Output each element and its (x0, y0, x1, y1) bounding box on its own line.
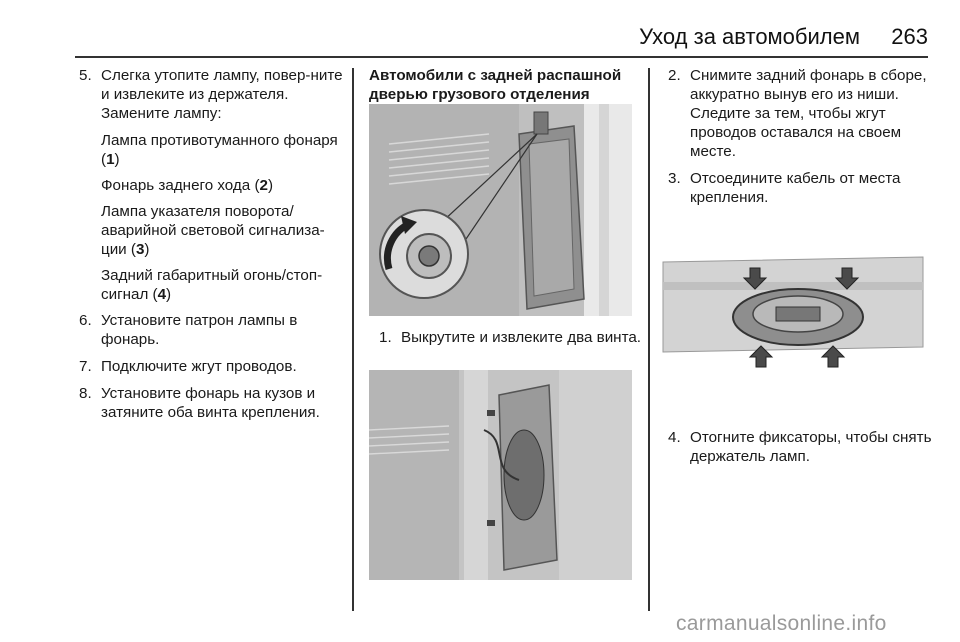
left-column (79, 66, 345, 430)
step-text: Снимите задний фонарь в сборе, аккуратно вынув его из ниши. Следите за тем, чтобы жгут проводов оставался на своем месте. (690, 67, 927, 160)
page-number: 263 (891, 24, 928, 49)
lamp-item-2: Фонарь заднего хода (2) (101, 177, 274, 194)
step-text: Отогните фиксаторы, чтобы снять держатель ламп. (690, 429, 932, 465)
section-heading: Автомобили с задней распашной дверью грузового отделения (369, 67, 622, 103)
step-8 (79, 384, 345, 422)
rear-lamp-screw-illustration (369, 104, 632, 316)
header-divider (75, 56, 928, 58)
lamp-item-1: Лампа противотуманного фонаря (1) (101, 132, 338, 168)
step-3 (668, 169, 930, 207)
step-text: Отсоедините кабель от места крепления. (690, 170, 901, 206)
lamp-holder-clips-illustration (658, 252, 928, 377)
step-6 (79, 311, 345, 349)
lamp-item-4: Задний габаритный огонь/стоп-сигнал (4) (101, 267, 323, 303)
step-number: 6. (79, 312, 92, 329)
step-text: Установите фонарь на кузов и затяните оба винта крепления. (101, 385, 320, 421)
watermark: carmanualsonline.info (676, 612, 887, 635)
step-number: 3. (668, 170, 681, 187)
step-text: Слегка утопите лампу, повер-ните и извлеките из держателя. Замените лампу: (101, 67, 343, 122)
step-number: 1. (379, 329, 392, 346)
right-column (668, 66, 930, 215)
step-number: 7. (79, 358, 92, 375)
middle-column (369, 66, 637, 104)
step-number: 5. (79, 67, 92, 84)
page-title: Уход за автомобилем (639, 24, 860, 49)
step-1 (379, 328, 651, 347)
step-number: 2. (668, 67, 681, 84)
lamp-item-3: Лампа указателя поворота/ аварийной световой сигнализа-ции (3) (101, 203, 325, 258)
column-divider-left (352, 68, 354, 611)
step-7 (79, 357, 345, 376)
step-number: 8. (79, 385, 92, 402)
step-text: Подключите жгут проводов. (101, 358, 297, 375)
step-text: Установите патрон лампы в фонарь. (101, 312, 298, 348)
step-text: Выкрутите и извлеките два винта. (401, 329, 642, 346)
step-4 (668, 428, 952, 466)
step-number: 4. (668, 429, 681, 446)
step-2 (668, 66, 930, 161)
step-5 (79, 66, 345, 123)
lamp-removed-illustration (369, 370, 632, 580)
